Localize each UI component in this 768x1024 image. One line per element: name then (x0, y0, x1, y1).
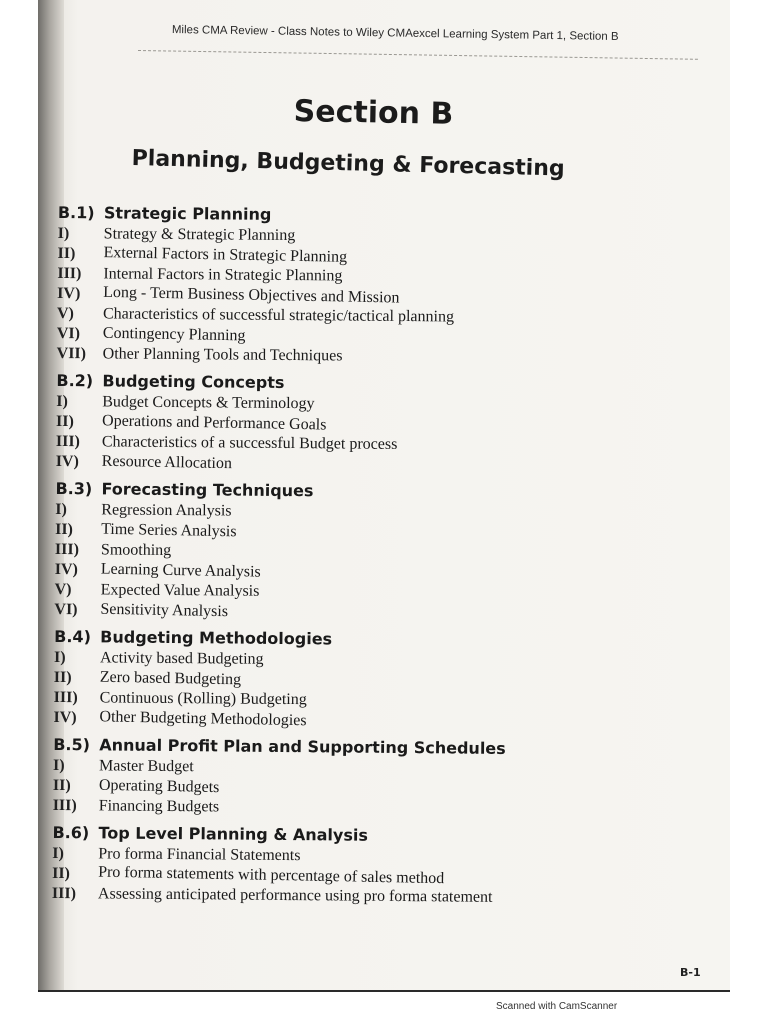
toc-item-numeral: III) (54, 540, 80, 559)
toc-group-number: B.4) (54, 626, 92, 647)
toc-item-text: Operating Budgets (98, 776, 220, 797)
toc-item-numeral: I) (53, 648, 66, 667)
toc-item-text: External Factors in Strategic Planning (103, 244, 348, 266)
toc-group (57, 202, 718, 370)
toc-group-number: B.1) (57, 202, 95, 223)
toc-item-numeral: IV) (54, 560, 78, 579)
toc-item-numeral: I) (56, 392, 68, 411)
toc-item-numeral: VI) (54, 600, 78, 619)
toc-group-title: Strategic Planning (103, 203, 272, 224)
section-title: Section B (293, 94, 454, 132)
toc-item-numeral: IV) (57, 284, 81, 303)
toc-item-numeral: IV) (53, 708, 77, 727)
toc-item-numeral: III) (52, 796, 77, 815)
toc-item-text: Master Budget (99, 757, 194, 776)
toc-group-title: Top Level Planning & Analysis (98, 823, 368, 845)
toc-item-numeral: VI) (56, 324, 81, 343)
section-subtitle: Planning, Budgeting & Forecasting (131, 146, 565, 182)
toc-group (53, 626, 714, 734)
toc-item-numeral: III) (57, 264, 82, 283)
toc-item-text: Assessing anticipated performance using pro forma statement (97, 885, 493, 906)
toc-item-text: Pro forma statements with percentage of sales method (98, 863, 445, 888)
toc-item-text: Pro forma Financial Statements (98, 845, 301, 865)
toc-item-numeral: III) (51, 884, 77, 903)
table-of-contents (52, 202, 718, 916)
toc-item-text: Internal Factors in Strategic Planning (103, 265, 343, 285)
header-divider (138, 50, 698, 61)
toc-group-number: B.2) (56, 370, 94, 391)
toc-group-title: Annual Profit Plan and Supporting Schedules (99, 735, 506, 758)
toc-item-numeral: I) (55, 500, 67, 519)
toc-item-numeral: III) (55, 432, 80, 451)
toc-item-numeral: II) (55, 520, 73, 539)
toc-group-title: Budgeting Methodologies (100, 627, 333, 649)
toc-group-number: B.5) (53, 734, 91, 755)
page-bottom-edge (38, 990, 730, 992)
toc-item-text: Other Budgeting Methodologies (99, 708, 307, 730)
toc-item-numeral: II) (52, 776, 71, 795)
toc-item-numeral: II) (57, 244, 76, 263)
toc-group (56, 370, 717, 478)
toc-item-text: Learning Curve Analysis (100, 560, 261, 581)
toc-group (54, 478, 715, 626)
toc-item-numeral: II) (56, 412, 74, 431)
page-number: B-1 (680, 966, 701, 979)
toc-group-number: B.3) (55, 478, 93, 499)
toc-item-text: Long - Term Business Objectives and Mission (103, 283, 400, 307)
toc-item-numeral: I) (57, 224, 70, 243)
toc-item-text: Time Series Analysis (100, 520, 237, 541)
toc-item-text: Resource Allocation (101, 452, 233, 473)
toc-group-title: Forecasting Techniques (101, 479, 314, 501)
toc-group-title: Budgeting Concepts (102, 371, 285, 392)
toc-group-number: B.6) (52, 822, 90, 843)
toc-group (53, 734, 714, 822)
toc-item-text: Zero based Budgeting (99, 668, 242, 689)
toc-item-numeral: I) (52, 844, 64, 863)
toc-item-numeral: IV) (55, 452, 79, 471)
toc-item-numeral: II) (52, 864, 70, 883)
toc-item-numeral: III) (53, 688, 78, 707)
toc-item-text: Sensitivity Analysis (100, 600, 229, 621)
scanner-watermark: Scanned with CamScanner (496, 1001, 618, 1012)
toc-item-text: Activity based Budgeting (99, 649, 264, 668)
toc-item-text: Expected Value Analysis (100, 581, 260, 600)
toc-item-numeral: V) (54, 580, 72, 599)
toc-item-text: Regression Analysis (101, 501, 232, 520)
toc-item-text: Contingency Planning (102, 324, 246, 345)
toc-item-text: Smoothing (100, 541, 172, 560)
toc-item-text: Financing Budgets (98, 797, 220, 816)
scanned-page (38, 0, 730, 992)
running-header: Miles CMA Review - Class Notes to Wiley CMAexcel Learning System Part 1, Section B (171, 24, 619, 44)
toc-item-numeral: II) (53, 668, 72, 687)
toc-item-text: Characteristics of a successful Budget process (101, 433, 398, 453)
toc-item-text: Characteristics of successful strategic/tactical planning (102, 305, 455, 326)
toc-item-numeral: VII) (56, 344, 87, 363)
toc-item-numeral: V) (56, 304, 74, 323)
toc-group (52, 822, 713, 910)
toc-item-text: Other Planning Tools and Techniques (102, 345, 343, 365)
toc-item-text: Continuous (Rolling) Budgeting (99, 689, 307, 709)
toc-item-text: Strategy & Strategic Planning (103, 225, 296, 245)
toc-item-text: Operations and Performance Goals (101, 412, 327, 434)
toc-item-text: Budget Concepts & Terminology (102, 393, 315, 413)
toc-item-numeral: I) (53, 756, 65, 775)
